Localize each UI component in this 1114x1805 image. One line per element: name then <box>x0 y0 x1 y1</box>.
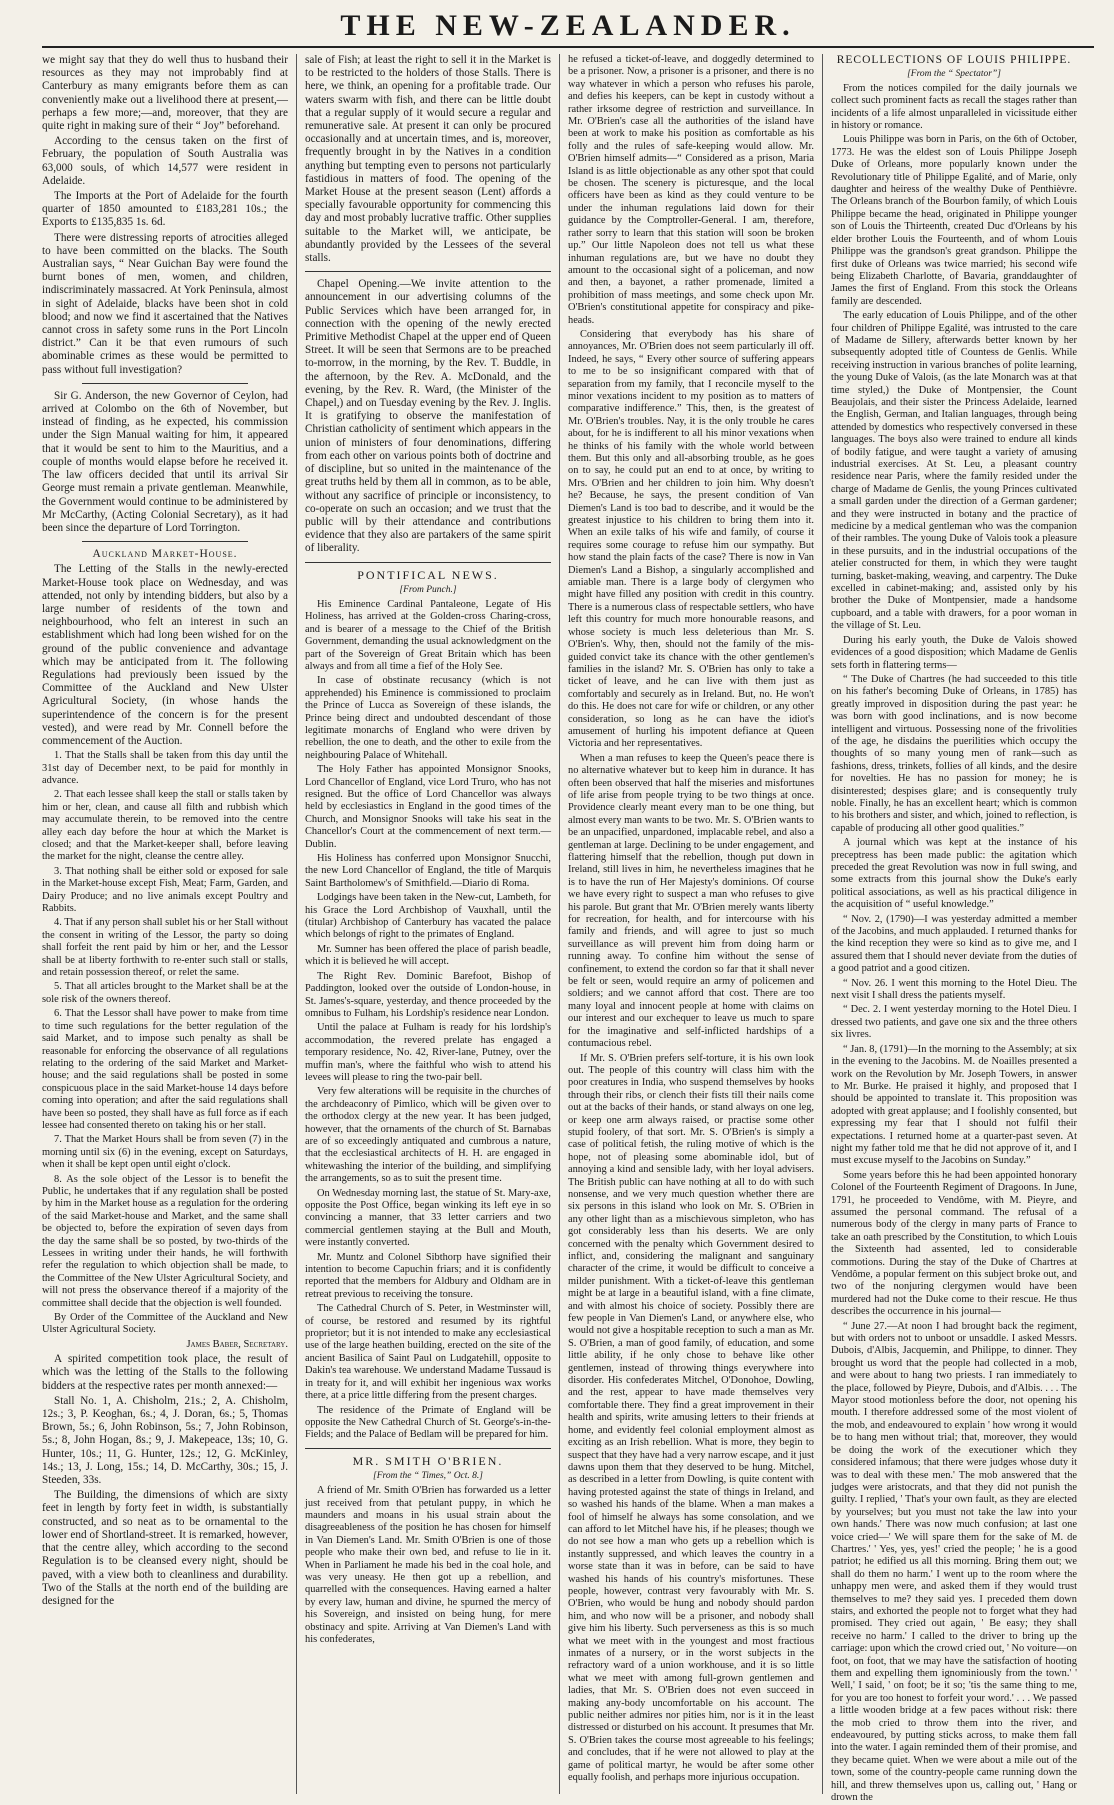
separator <box>305 562 551 563</box>
article-paragraph: There were distressing reports of atrocities alleged to have been committed on the blacks. The South Australian says, “ Near Guichan Bay were found the burnt bones of men, women, and children, indiscriminately massacred. At York Peninsula, almost in sight of Adelaide, blacks have been shot in cold blood; and now we find it ascertained that the Natives cannot cross in safety some runs in the Port Lincoln district.” Can it be that even rumours of such abominable crimes as these would be permitted to pass without full investigation? <box>42 231 288 376</box>
article-paragraph: The Letting of the Stalls in the newly-erected Market-House took place on Wednesday, and was attended, not only by intending bidders, but also by a large number of residents of the town and neighbourhood, who felt an interest in such an establishment which had long been wished for on the ground of the public convenience and advantage which may be anticipated from it. The following Regulations had previously been issued by the Committee of the Auckland and New Ulster Agricultural Society, (in whose hands the superintendence of the concern is for the present vested), and were read by Mr. Connell before the commencement of the Auction. <box>42 563 288 747</box>
regulation-item: 1. That the Stalls shall be taken from this day until the 31st day of December next, to be paid for monthly in advance. <box>42 750 288 786</box>
separator <box>82 383 248 384</box>
column-4 <box>831 54 1077 1804</box>
top-rule <box>42 46 1094 48</box>
article-paragraph: “ Jan. 8, (1791)—In the morning to the Assembly; at six in the evening to the Jacobins. M. de Noailles presented a work on the Revolution by Mr. Joseph Towers, in answer to Mr. Burke. He praised it highly, and proposed that I should be appointed to translate it. This proposition was adopted with great applause; and I foolishly consented, but expressing my fear that I should not fulfil their expectations. I returned home at a quarter-past seven. At night my father told me that he did not approve of it, and I must excuse myself to the Jacobins on Sunday.” <box>831 1043 1077 1167</box>
article-paragraph: His Eminence Cardinal Pantaleone, Legate of His Holiness, has arrived at the Golden-cross Charing-cross, and is bearer of a message to the Chief of the British Government, demanding the usual acknowledgment on the part of the Sovereign of Great Britain which has been always and from all time a fief of the Holy See. <box>305 598 551 672</box>
separator <box>82 541 248 542</box>
article-paragraph: Louis Philippe was born in Paris, on the 6th of October, 1773. He was the eldest son of Louis Philippe Joseph Duke of Orleans, more popularly known under the Revolutionary title of Philippe Egalité, and of Marie, only daughter and heiress of the wealthy Duke of Penthièvre. The Orleans branch of the Bourbon family, of which Louis Philippe became the head, originated in Philippe younger son of Louis the Thirteenth, created Duc d'Orleans by his elder brother Louis the Fourteenth, and of whom Louis Philippe was the grandson's great grandson. Philippe the first duke of Orleans was twice married; his second wife being Elizabeth Charlotte, of Bavaria, granddaughter of James the first of England. From this stock the Orleans family are descended. <box>831 134 1077 307</box>
regulation-item: 8. As the sole object of the Lessor is to benefit the Public, he undertakes that if any regulation shall be posted by him in the Market house as a regulation for the ordering of the said Market-house and Market, and the same shall be objected to, before the expiration of seven days from the day the same shall be so posted, by two-thirds of the Lessees in writing under their hands, he will forthwith refer the regulation to which objection shall be made, to the Committee of the New Ulster Agricultural Society, and will not press the observance thereof if a majority of the committee shall decide that the objection is well founded. <box>42 1173 288 1309</box>
article-paragraph: “ The Duke of Chartres (he had succeeded to this title on his father's becoming Duke of Orleans, in 1785) has greatly improved in disposition during the past year: he was born with good inclinations, and is now become intelligent and virtuous. Possessing none of the frivolities of the age, he disdains the puerilities which occupy the thoughts of so many young men of rank—such as fashions, dress, trinkets, follies of all kinds, and the desire for novelties. He has no passion for money; he is disinterested; despises glare; and is consequently truly noble. Finally, he has an excellent heart; which is common to his brothers and sister, and which, joined to reflection, is capable of producing all other good qualities.” <box>831 673 1077 834</box>
article-paragraph: The Right Rev. Dominic Barefoot, Bishop of Paddington, looked over the outside of London-house, in St. James's-square, yesterday, and thence proceeded by the omnibus to Fulham, his Lordship's residence near London. <box>305 970 551 1019</box>
article-paragraph: During his early youth, the Duke de Valois showed evidences of a good disposition; which Madame de Genlis sets forth in flattering terms— <box>831 634 1077 671</box>
article-paragraph: If Mr. S. O'Brien prefers self-torture, it is his own look out. The people of this country will class him with the poor creatures in India, who suspend themselves by hooks through their ribs, or clench their fists till their nails come out at the backs of their hands, or stand always on one leg, or keep one arm always raised, or practise some other stupid foolery, of that sort. Mr. S. O'Brien's is simply a case of political fetish, the ruling motive of which is the hope, not of pleasing some abominable idol, but of annoying a kind and sensible lady, with her loyal advisers. The British public can have nothing at all to do with such nonsense, and we very much question whether there are six persons in this island who look on Mr. S. O'Brien in any other light than as a mischievous simpleton, who has got considerably less than his deserts. We are only concerned with the penalty which Government desired to inflict, and, considering the malignant and sanguinary character of the crime, it would be difficult to conceive a milder punishment. With a ticket-of-leave this gentleman might be at large in a beautiful island, with a fine climate, and with almost his choice of society. Possibly there are few people in Van Diemen's Land, or anywhere else, who would not give a hospitable reception to such a man as Mr. S. O'Brien, a man of good family, of education, and some little ability, if he only chose to behave like other gentlemen, instead of throwing things everywhere into disorder. His confederates Mitchel, O'Donohoe, Dowling, and the rest, appear to have made themselves very comfortable there. They find a great improvement in their health and spirits, write amusing letters to their friends at home, and evidently feel colonial employment almost as exciting as an Irish rebellion. What is more, they begin to suspect that they have had a very narrow escape, and it just dawns upon them that they deserved to be hung. Mitchel, as described in a letter from Dowling, is quite content with having protested against the state of things in Ireland, and so washed his hands of the blame. When a man makes a fool of himself he always has some consolation, and we can afford to let Mitchel have his, if he pleases; though we do not see how a man who gets up a rebellion which is instantly suppressed, and which leaves the country in a worse state than it was in before, can be said to have washed his hands of his country's misfortunes. These people, however, contrast very favourably with Mr. S. O'Brien, who would be hung and nobody should pardon him, and who now will be a prisoner, and nobody shall give him his liberty. Such perverseness as this is so much what we meet with in the youngest and most fractious inmates of a nursery, or in the worst subjects in the refractory ward of a union workhouse, and it is so little what we meet with among full-grown gentlemen and ladies, that Mr. S. O'Brien does not even succeed in making any-body uncomfortable on his account. The public neither admires nor pities him, nor is it in the least distressed or disturbed on his account. It presumes that Mr. S. O'Brien takes the course most agreeable to his feelings; and concludes, that if he were not allowed to play at the game of political martyr, he would be after some other equally foolish, and perhaps more injurious occupation. <box>568 1052 814 1784</box>
article-paragraph: A journal which was kept at the instance of his preceptress has been made public: the agitation which preceded the great Revolution was now in full swing, and some extracts from this journal show the Duke's early political associations, as well as his practical diligence in the acquisition of “ useful knowledge.” <box>831 837 1077 911</box>
section-heading: RECOLLECTIONS OF LOUIS PHILIPPE. <box>836 54 1072 66</box>
article-paragraph: The Building, the dimensions of which are sixty feet in length by forty feet in width, is substantially constructed, and so neat as to be ornamental to the lower end of Shortland-street. It is remarked, however, that the centre alley, which according to the second Regulation is to be cleansed every night, should be paved, with a view both to cleanliness and durability. Two of the Stalls at the north end of the building are designed for the <box>42 1489 288 1607</box>
article-paragraph: Chapel Opening.—We invite attention to the announcement in our advertising columns of the Public Services which have been arranged for, in connection with the opening of the newly erected Primitive Methodist Chapel at the upper end of Queen Street. It will be seen that Sermons are to be preached to-morrow, in the morning, by the Rev. T. Buddle, in the afternoon, by the Rev. A. McDonald, and the evening, by the Rev. R. Ward, (the Minister of the Chapel,) and on Tuesday evening by the Rev. J. Inglis. It is gratifying to observe the manifestation of Christian catholicity of sentiment which appears in the union of ministers of four denominations, differing from each other on various points both of doctrine and of discipline, but so united in the maintenance of the great truths held by them all in common, as to be able, without any sacrifice of principle or inconsistency, to co-operate on such an occasion; and we trust that the public will by their attendance and contributions evidence that they also are partakers of the same spirit of liberality. <box>305 278 551 555</box>
article-paragraph: “ June 27.—At noon I had brought back the regiment, but with orders not to unboot or unsaddle. I asked Messrs. Dubois, d'Albis, Jacquemin, and Philippe, to dinner. They brought us word that the people had collected in a mob, and were about to hang two priests. I ran immediately to the place, followed by Pieyre, Dubois, and d'Albis. . . . The Mayor stood motionless before the door, not opening his mouth. I therefore addressed some of the most violent of the mob, and endeavoured to explain ' how wrong it would be to hang men without trial; that, moreover, they would be doing the work of the executioner which they considered infamous; that there were judges whose duty it was to deal with these men.' The mob answered that the judges were aristocrats, and that they did not punish the guilty. I replied, ' That's your own fault, as they are elected by yourselves; but you must not take the law into your own hands.' There was now much confusion; at last one voice cried—' We will spare them for the sake of M. de Chartres.' ' Yes, yes, yes!' cried the people; ' he is a good patriot; he edified us all this morning. Bring them out; we shall do them no harm.' I went up to the room where the unhappy men were, and asked them if they would trust themselves to me? they said yes. I preceded them down stairs, and exhorted the people not to forget what they had promised. They cried out again, ' Be easy; they shall receive no harm.' I called to the driver to bring up the carriage: upon which the crowd cried out, ' No voiture—on foot, on foot, that we may have the satisfaction of hooting them and expelling them ignominiously from the town.' ' Well,' I said, ' on foot; be it so; 'tis the same thing to me, for you are too honest to forfeit your word.' . . . We passed a little wooden bridge at a few paces without risk: there the mob cried to throw them into the river, and endeavoured, by putting sticks across, to make them fall into the water. I again reminded them of their promise, and they became quiet. When we were about a mile out of the town, some of the country-people came running down the hill, and threw themselves upon us, calling out, ' Hang or drown the <box>831 1320 1077 1804</box>
column-2 <box>305 54 551 1794</box>
article-paragraph: On Wednesday morning last, the statue of St. Mary-axe, opposite the Post Office, began winking its left eye in so convincing a manner, that 33 letter carriers and two commercial gentlemen staying at the Bull and Mouth, were instantly converted. <box>305 1187 551 1249</box>
article-paragraph: A friend of Mr. Smith O'Brien has forwarded us a letter just received from that petulant puppy, in which he maunders and moans in his usual strain about the disagreeableness of the position he has chosen for himself in Van Diemen's Land. Mr. Smith O'Brien is one of those people who make their own bed, and refuse to lie in it. When in Parliament he made his bed in the coal hole, and was very uneasy. He then got up a rebellion, and quarrelled with the consequences. Having earned a halter by every law, human and divine, he spurned the mercy of his Sovereign, and insisted on being hung, for mere obstinacy and spite. Arriving at Van Diemen's Land with his confederates, <box>305 1485 551 1646</box>
source-note: [From Punch.] <box>399 584 457 595</box>
article-paragraph: The Cathedral Church of S. Peter, in Westminster will, of course, be restored and resumed by its rightful proprietor; but it is not intended to make any ecclesiastical use of the large heathen building, erected on the site of the ancient Basilica of Saint Paul on Ludgatehill, opposite to Dakin's tea warehouse. We understand Madame Tussaud is in treaty for it, and will exhibit her ingenious wax works there, at a price little differing from the present charges. <box>305 1303 551 1402</box>
section-heading: Auckland Market-House. <box>92 548 238 561</box>
regulation-item: 6. That the Lessor shall have power to make from time to time such regulations for the better regulation of the said Market, and to impose such penalty as shall be reasonable for enforcing the observance of all regulations relating to the ordering of the said Market and Market-house; and the said regulations shall be posted in some conspicuous place in the said Market-house 14 days before coming into operation; and after the said regulations shall have been so posted, they shall have as full force as if each lessee had consented thereto on taking his or her stall. <box>42 1008 288 1131</box>
article-paragraph: sale of Fish; at least the right to sell it in the Market is to be restricted to the holders of those Stalls. There is here, we think, an opening for a profitable trade. Our waters swarm with fish, and there can be little doubt that a regular supply of it would secure a regular and remunerative sale. At present it can only be procured occasionally and at uncertain times, and is, moreover, frequently brought in by the Natives in a condition anything but tempting even to persons not particularly fastidious in matters of food. The opening of the Market House at the present season (Lent) affords a specially favourable opportunity for commencing this day and most probably lucrative traffic. Other supplies suitable to the Market will, we anticipate, be abundantly provided by the Lessees of the several stalls. <box>305 54 551 265</box>
article-paragraph: The residence of the Primate of England will be opposite the New Cathedral Church of St. George's-in-the-Fields; and the Palace of Bedlam will be prepared for him. <box>305 1404 551 1441</box>
article-paragraph: Very few alterations will be requisite in the churches of the archdeaconry of Pimlico, which will be given over to the orthodox clergy at the new year. It has been judged, however, that the ornaments of the church of St. Barnabas are of so exceedingly antiquated and cumbrous a nature, that the ecclesiastical architects of H. H. are engaged in whitewashing the interior of the building, and simplifying the arrangements, so as to suit the present time. <box>305 1086 551 1185</box>
column-1 <box>42 54 288 1794</box>
regulations-list <box>42 750 288 1351</box>
source-note: [From the “ Times,” Oct. 8.] <box>373 1470 483 1481</box>
article-paragraph: Mr. Sumner has been offered the place of parish beadle, which it is believed he will accept. <box>305 943 551 968</box>
article-paragraph: Mr. Muntz and Colonel Sibthorp have signified their intention to become Capuchin friars; and it is confidently reported that the members for Aldbury and Oldham are in retreat previous to receiving the tonsure. <box>305 1251 551 1300</box>
regulation-item: 3. That nothing shall be either sold or exposed for sale in the Market-house except Fish, Meat; Farm, Garden, and Dairy Produce; and no live animals except Poultry and Rabbits. <box>42 865 288 915</box>
article-paragraph: The Holy Father has appointed Monsignor Snooks, Lord Chancellor of England, vice Lord Truro, who has not resigned. But the office of Lord Chancellor was always held by ecclesiastics in England in the good times of the Church, and Monsignor Snooks will take his seat in the Chancellor's Court at the commencement of next term.—Dublin. <box>305 764 551 850</box>
article-paragraph: he refused a ticket-of-leave, and doggedly determined to be a prisoner. Now, a prisoner is a prisoner, and there is no way whatever in which a person who refuses his parole, and defies his keepers, can be kept in custody without a rather irksome degree of restriction and surveillance. In Mr. O'Brien's case all the authorities of the island have been at work to make his position as comfortable as his folly and the rules of safe-keeping would allow. Mr. O'Brien himself admits—“ Considered as a prison, Maria Island is as little objectionable as any other spot that could be chosen. The scenery is picturesque, and the local officers have been as kind as they could venture to be under the inhuman regulations laid down for their guidance by the Comptroller-General. I am, therefore, rather sorry to learn that this station will soon be broken up.” Our little Napoleon does not tell us what these inhuman regulations are, but we have no doubt they amount to the occasional sight of a policeman, and now and then, a bayonet, a rather promenade, limited a prohibition of mass meetings, and some check upon Mr. O'Brien's constitutional appetite for conspiracy and pike-heads. <box>568 54 814 326</box>
regulation-item: 4. That if any person shall sublet his or her Stall without the consent in writing of the Lessor, the party so doing shall forfeit the rent paid by him or her, and the Lessor shall be at liberty forthwith to re-enter such stall or stalls, and retain possession thereof, or relet the same. <box>42 917 288 979</box>
article-paragraph: The Imports at the Port of Adelaide for the fourth quarter of 1850 amounted to £183,281 10s.; the Exports to £135,835 1s. 6d. <box>42 190 288 229</box>
separator <box>305 1448 551 1449</box>
article-paragraph: Some years before this he had been appointed honorary Colonel of the Fourteenth Regiment of Dragoons. In June, 1791, he proceeded to Vendôme, with M. Pieyre, and assumed the personal command. The refusal of a numerous body of the clergy in many parts of France to take an oath prescribed by the Constitution, to which Louis the Sixteenth had assented, led to considerable commotions. During the stay of the Duke of Chartres at Vendôme, a popular ferment on this subject broke out, and two of the nonjuring clergymen would have been murdered had not the Duke come to their rescue. He thus describes the occurrence in his journal— <box>831 1169 1077 1318</box>
regulation-item: 2. That each lessee shall keep the stall or stalls taken by him or her, clean, and cause all filth and rubbish which may accumulate therein, to be removed into the centre alley each day before the hour at which the Market is closed; and that the Market-keeper shall, before leaving the market for the night, cleanse the centre alley. <box>42 789 288 863</box>
article-paragraph: A spirited competition took place, the result of which was the letting of the Stalls to the following bidders at the respective rates per month annexed:— <box>42 1353 288 1392</box>
article-paragraph: His Holiness has conferred upon Monsignor Snucchi, the new Lord Chancellor of England, the title of Marquis Saint Bartholomew's of Smithfield.—Diario di Roma. <box>305 853 551 889</box>
column-rule <box>822 54 823 1794</box>
section-heading: PONTIFICAL NEWS. <box>357 567 499 582</box>
article-paragraph: Sir G. Anderson, the new Governor of Ceylon, had arrived at Colombo on the 6th of November, but instead of finding, as he expected, his commission under the Sign Manual waiting for him, it appeared that it would be sent to him to the Mauritius, and a couple of months would elapse before he received it. The law officers decided that until its arrival Sir George must remain a private gentleman. Meanwhile, the Government would continue to be administered by Mr McCarthy, (Acting Colonial Secretary), as it had been since the departure of Lord Torrington. <box>42 389 288 534</box>
regulation-item: By Order of the Committee of the Auckland and New Ulster Agricultural Society. <box>42 1312 288 1336</box>
article-paragraph: “ Nov. 26. I went this morning to the Hotel Dieu. The next visit I shall dress the patients myself. <box>831 977 1077 1002</box>
column-rule <box>559 54 560 1794</box>
article-paragraph: we might say that they do well thus to husband their resources as they may not improbably find at Canterbury as many emigrants before them as can conveniently make out a livelihood there at present,—perhaps a few more;—and, moreover, that they are quite right in making sure of their “ Joy” beforehand. <box>42 54 288 133</box>
article-paragraph: “ Dec. 2. I went yesterday morning to the Hotel Dieu. I dressed two patients, and gave one six and the three others six livres. <box>831 1004 1077 1041</box>
article-paragraph: When a man refuses to keep the Queen's peace there is no alternative whatever but to keep him in durance. It has often been observed that half the miseries and misfortunes of life arise from people trying to be two things at once. Providence clearly meant every man to be one thing, but almost every man wants to be two. Mr. S. O'Brien wants to be an unpacified, unpardoned, implacable rebel, and also a gentleman at large. Declining to be under engagement, and flattering himself that the rebellion, though put down in Ireland, still lives in him, he nevertheless imagines that he is to have the run of Her Majesty's dominions. Of course we have every right to suspect a man who refuses to give his parole. But grant that Mr. O'Brien merely wants liberty for recreation, for health, and for intercourse with his family and friends, and will agree to just so much surveillance as will prevent him from doing harm or running away. To confine him without the sense of confinement, to extend the cordon so far that it shall never be felt or seen, would require an army of policemen and soldiers; and we cannot afford that cost. There are too many loyal and innocent people at home with claims on our interest and our exchequer to leave us much to spare for the imaginative and self-inflicted hardships of a contumacious rebel. <box>568 752 814 1050</box>
separator <box>305 271 551 272</box>
article-paragraph: According to the census taken on the first of February, the population of South Australia was 63,000 souls, of which 14,577 were resident in Adelaide. <box>42 135 288 187</box>
column-rule <box>296 54 297 1794</box>
article-paragraph: In case of obstinate recusancy (which is not apprehended) his Eminence is commissioned to proclaim the Prince of Lucca as Sovereign of these islands, the Prince being direct and undoubted descendant of those legitimate monarchs of England who were driven by rebellion, the one to death, and the other to exile from the neighbouring Palace of Whitehall. <box>305 675 551 761</box>
regulation-item: 7. That the Market Hours shall be from seven (7) in the morning until six (6) in the evening, except on Saturdays, when it shall be kept open until eight o'clock. <box>42 1134 288 1171</box>
article-paragraph: Lodgings have been taken in the New-cut, Lambeth, for his Grace the Lord Archbishop of Vauxhall, until the (titular) Archbishop of Canterbury has vacated the palace which belongs of right to the primates of England. <box>305 892 551 941</box>
article-paragraph: From the notices compiled for the daily journals we collect such prominent facts as recall the stages rather than incidents of a life almost unparalleled in vicissitude either in history or romance. <box>831 82 1077 132</box>
article-paragraph: Until the palace at Fulham is ready for his lordship's accommodation, the revered prelate has engaged a temporary residence, No. 42, River-lane, Putney, over the muffin man's, where the faithful who wish to attend his levees will please to ring the two-pair bell. <box>305 1022 551 1083</box>
signature: James Baber, Secretary. <box>186 1338 288 1350</box>
columns <box>42 54 1094 1804</box>
pontifical-news-body <box>305 599 551 1442</box>
masthead: THE NEW-ZEALANDER. <box>340 9 796 42</box>
article-paragraph: “ Nov. 2, (1790)—I was yesterday admitted a member of the Jacobins, and much applauded. I returned thanks for the kind reception they were so kind as to give me, and I assured them that I should never deviate from the duties of a good patriot and a good citizen. <box>831 913 1077 975</box>
column-3 <box>568 54 814 1794</box>
section-heading: MR. SMITH O'BRIEN. <box>352 1453 504 1468</box>
article-paragraph: The early education of Louis Philippe, and of the other four children of Philippe Egalité, was intrusted to the care of Madame de Sillery, afterwards better known by her subsequently adopted title of Countess de Genlis. While receiving instruction in various branches of polite learning, the young Duke of Valois, (as the late Monarch was at that time styled,) the Duke of Montpensier, the Count Beaujolais, and their sister the Princess Adelaide, learned the English, German, and Italian languages, through being attended by domestics who respectively conversed in these languages. The boys also were trained to endure all kinds of bodily fatigue, and were taught a variety of amusing industrial exercises. At St. Leu, a pleasant country residence near Paris, where the family resided under the charge of Madame de Genlis, the young Princes cultivated a small garden under the direction of a German gardener; and they were instructed in botany and the practice of medicine by a medical gentleman who was the companion of their rambles. The young Duke of Valois took a pleasure in these pursuits, and in the industrial occupations of the atelier constructed for them, in which they were taught turning, basket-making, weaving, and carpentry. The Duke excelled in cabinet-making; and, assisted only by his brother the Duke of Montpensier, made a handsome cupboard, and a table with drawers, for a poor woman in the village of St. Leu. <box>831 310 1077 632</box>
regulation-item: 5. That all articles brought to the Market shall be at the sole risk of the owners thereof. <box>42 981 288 1005</box>
source-note: [From the “ Spectator”] <box>907 69 1001 80</box>
article-paragraph: Considering that everybody has his share of annoyances, Mr. O'Brien does not seem particularly ill off. Indeed, he says, “ Every other source of suffering appears to me to be so insignificant compared with that of separation from my family, that I reconcile myself to the minor vexations incident to my position as to matters of comparative indifference.” This, then, is the greatest of Mr. O'Brien's troubles. Nay, it is the only trouble he cares about, for he is indifferent to all his minor vexations when he thinks of his family with the whole world between them. But this only and all-absorbing trouble, as he goes on to say, he could put an end to at once, by writing to Mrs. O'Brien and her children to join him. Why doesn't he? Because, he says, the present condition of Van Diemen's Land is too bad to describe, and it would be the greatest injustice to his children to bring them into it. When an exile talks of his wife and family, of course it requires some courage to refuse him our sympathy. But how stand the plain facts of the case? There is now in Van Diemen's Land a Bishop, a singularly accomplished and amiable man. There is a large body of clergymen who might have filled any position with credit in this country. There is a numerous class of respectable settlers, who have left this country for much more honourable reasons, and whose society is much less deleterious than Mr. S. O'Brien's. Why, then, should not the family of the mis-guided convict take its chance with the other gentlemen's families in the island? Mr. S. O'Brien has only to take a ticket of leave, and he can live with them just as comfortably and securely as in Ireland. But, no. He won't do this. He does not care for wife or children, or any other consideration, so long as he can have the idiot's amusement of hurling his impotent defiance at Queen Victoria and her representatives. <box>568 328 814 750</box>
article-paragraph: Stall No. 1, A. Chisholm, 21s.; 2, A. Chisholm, 12s.; 3, P. Keoghan, 6s.; 4, J. Doran, 6s.; 5, Thomas Brown, 5s.; 6, John Robinson, 5s.; 7, John Robinson, 5s.; 8, John Hogan, 8s.; 9, J. Makepeace, 13s; 10, G. Hunter, 10s.; 11, G. Hunter, 12s.; 12, G. McKinley, 14s.; 13, J. Long, 15s.; 14, D. McCarthy, 30s.; 15, J. Steeden, 33s. <box>42 1394 288 1487</box>
